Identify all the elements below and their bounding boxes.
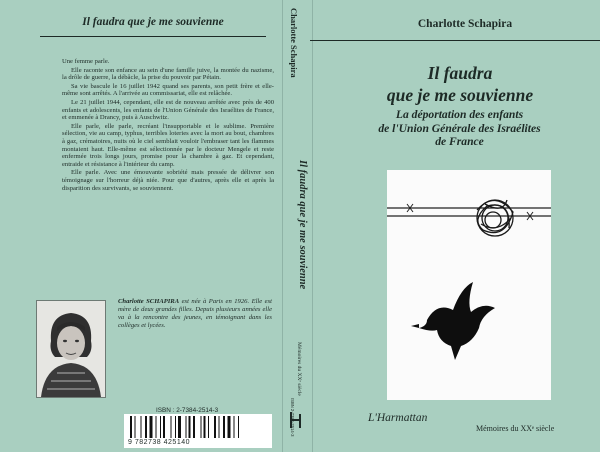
barcode-digits: 9 782738 425140 [128, 439, 190, 446]
barcode-bar [214, 416, 216, 438]
barcode-bar [156, 416, 157, 438]
blurb-paragraph: Elle parle, elle parle, recréant l'insupportable et le sublime. Première sélection, vie au camp, typhus, terribles loteries avec la mort au bout, chambres à gaz, crématoires, nuits où le ciel semblait vouloir l'embraser tant les flammes montaient haut. Elle-même est sélectionnée par le docteur Mengele et reste enfermée trois longs jours, promise pour la chambre à gaz. Et cependant, entraide et résistance à l'intérieur du camp. [62, 122, 274, 168]
back-cover-title: Il faudra que je me souvienne [82, 16, 224, 28]
blurb-paragraph: Sa vie bascule le 16 juillet 1942 quand ses parents, son petit frère et elle-même sont arrêtés. A l'arrivée au commissariat, elle est relâchée. [62, 82, 274, 98]
barcode-bar [223, 416, 225, 438]
barcode-bar [141, 416, 142, 438]
back-cover-divider [40, 36, 266, 37]
spine-edge-right [312, 0, 313, 452]
spine-series: Mémoires du XXᵉ siècle [296, 342, 302, 396]
barcode-icon [124, 414, 272, 439]
barcode-bar [238, 416, 239, 438]
barcode-bar [135, 416, 136, 438]
front-author: Charlotte Schapira [417, 18, 513, 30]
front-subtitle [322, 108, 597, 149]
barcode-bar [189, 416, 191, 438]
front-title-line: Il faudra [427, 63, 493, 83]
spine-edge-left [282, 0, 283, 452]
front-divider [310, 40, 600, 41]
barbed-wire-and-crow-icon [387, 170, 551, 400]
blurb-paragraph: Une femme parle. [62, 58, 110, 65]
barcode-bar [175, 416, 176, 438]
blurb-paragraph: Le 21 juillet 1944, cependant, elle est de nouveau arrêtée avec près de 400 enfants et adolescents, les enfants de l'Union Générale des Israélites de France, et emmenée à Drancy, puis à Auschwitz. [62, 98, 274, 122]
blurb-paragraph: Elle raconte son enfance au sein d'une famille juive, la montée du nazisme, la drôle de guerre, la débâcle, la prise du pouvoir par Pétain. [62, 66, 274, 82]
publisher-name: L'Harmattan [368, 412, 428, 424]
blurb-paragraph: Elle parle. Avec une émouvante sobriété mais pressée de délivrer son témoignage sur l'horreur déjà niée. Pour que d'autres, après elle et après la disparition des survivants, se souviennent. [62, 169, 274, 192]
bio-author-name: Charlotte SCHAPIRA [118, 298, 180, 305]
barcode-bar [150, 416, 153, 438]
barcode-bar [186, 416, 187, 438]
author-portrait-icon [37, 301, 105, 397]
back-cover-blurb [62, 58, 274, 193]
spine-title: Il faudra que je me souvienne [297, 160, 308, 290]
front-series: Mémoires du XXᵉ siècle [476, 424, 555, 433]
barcode-bar [208, 416, 209, 438]
barcode-bar [219, 416, 220, 438]
spine-author: Charlotte Schapira [289, 8, 299, 78]
barcode-bar [178, 416, 181, 438]
barcode-bar [193, 416, 195, 438]
cover-illustration [387, 170, 551, 400]
barcode-bar [130, 416, 132, 438]
subtitle-line: La déportation des enfants [395, 108, 524, 121]
isbn-label: ISBN : 2-7384-2514-3 [156, 407, 219, 414]
barcode-bar [160, 416, 161, 438]
harmattan-logo-icon [288, 410, 304, 435]
subtitle-line: de France [435, 135, 484, 148]
author-bio [118, 298, 272, 330]
barcode-bar [171, 416, 172, 438]
barcode-bar [204, 416, 206, 438]
front-title [330, 62, 590, 106]
author-photo [36, 300, 106, 398]
barcode-bar [228, 416, 231, 438]
front-title-line: que je me souvienne [386, 85, 534, 105]
bio-text: est née à Paris en 1926. Elle est mère de deux grandes filles. Depuis plusieurs années elle va à la rencontre des jeunes, en témoignant dans les collèges et lycées. [118, 298, 272, 329]
barcode-bar [234, 416, 235, 438]
spine-isbn: ISBN 2-7384-2514-3 [290, 398, 295, 437]
subtitle-line: de l'Union Générale des Israélites [378, 121, 541, 135]
barcode-bar [145, 416, 147, 438]
publisher-logo [368, 412, 427, 424]
barcode-bar [201, 416, 202, 438]
barcode-bar [163, 416, 165, 438]
